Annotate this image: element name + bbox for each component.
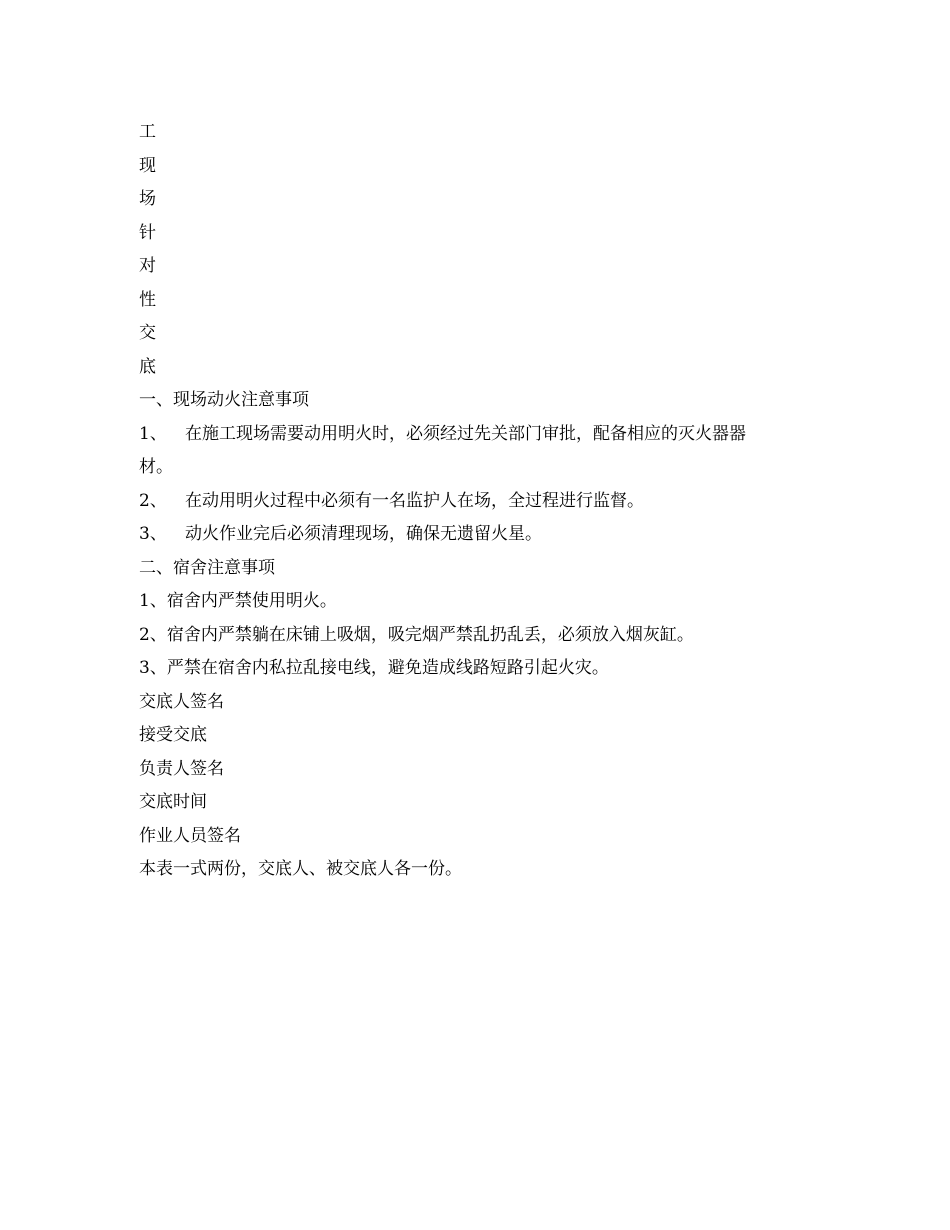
item-text: 在动用明火过程中必须有一名监护人在场，全过程进行监督。 [185, 490, 644, 511]
item-text-continuation: 材。 [139, 457, 173, 477]
section2-heading: 二、宿舍注意事项 [139, 557, 275, 578]
document-title-vertical [139, 116, 819, 384]
title-char: 对 [139, 256, 156, 276]
workers-signature-label: 作业人员签名 [139, 825, 241, 846]
section1-heading: 一、现场动火注意事项 [139, 390, 309, 410]
section2-item-1: 1、宿舍内严禁使用明火。 [139, 591, 337, 611]
title-char: 底 [139, 356, 156, 377]
item-text: 在施工现场需要动用明火时，必须经过先关部门审批，配备相应的灭火器器 [185, 423, 746, 444]
section1-item-2 [139, 485, 819, 519]
title-char: 工 [139, 122, 156, 142]
section2-item-2: 2、宿舍内严禁躺在床铺上吸烟，吸完烟严禁乱扔乱丢，必须放入烟灰缸。 [139, 624, 694, 645]
title-char: 现 [139, 155, 156, 176]
title-char: 针 [139, 222, 156, 243]
item-number: 3、 [139, 524, 167, 544]
responsible-signature-label: 负责人签名 [139, 758, 224, 779]
item-text: 动火作业完后必须清理现场，确保无遗留火星。 [185, 524, 542, 544]
title-char: 性 [139, 289, 156, 310]
title-char: 交 [139, 323, 156, 343]
footer-note: 本表一式两份，交底人、被交底人各一份。 [139, 859, 462, 879]
briefing-time-label: 交底时间 [139, 792, 207, 812]
section1-item-1 [139, 418, 819, 485]
title-char: 场 [139, 189, 156, 209]
item-number: 2、 [139, 490, 167, 511]
document-body [139, 116, 819, 887]
section1-item-3 [139, 518, 819, 552]
receive-briefing-label: 接受交底 [139, 725, 207, 745]
item-number: 1、 [139, 423, 167, 444]
section2-item-3: 3、严禁在宿舍内私拉乱接电线，避免造成线路短路引起火灾。 [139, 658, 609, 678]
presenter-signature-label: 交底人签名 [139, 691, 224, 712]
